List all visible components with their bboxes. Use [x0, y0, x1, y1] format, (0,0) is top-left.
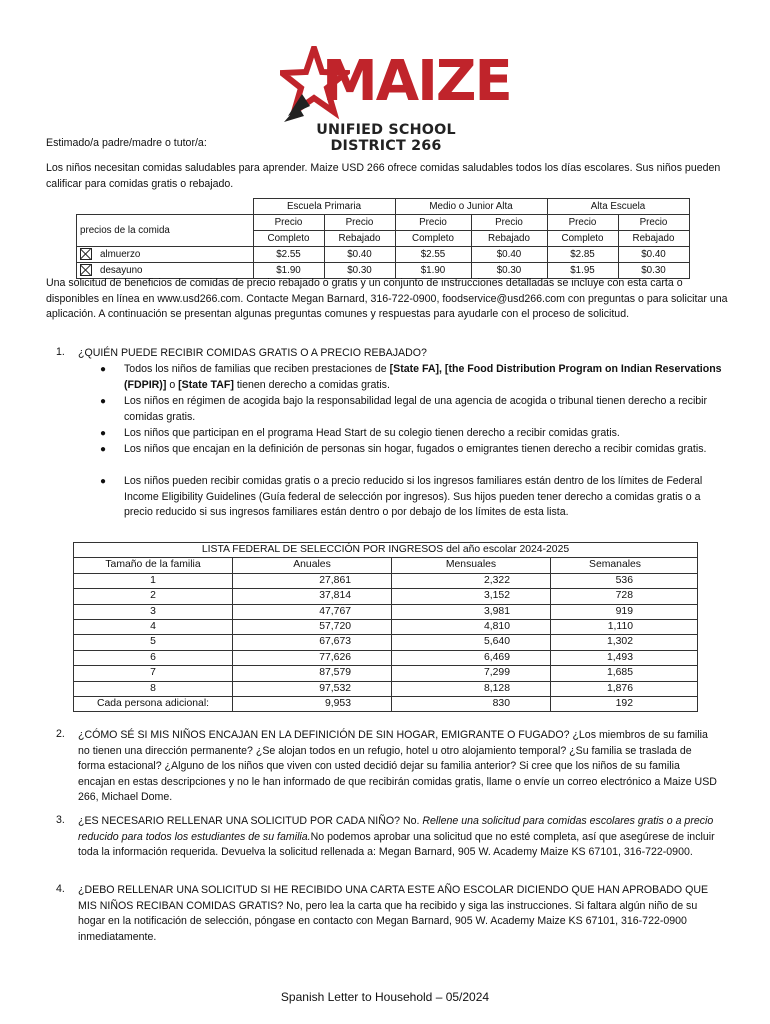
bullet-icon: ● [100, 444, 107, 455]
bullet-icon: ● [100, 364, 107, 375]
price-cell: $0.40 [471, 247, 547, 263]
bullet-item: Los niños que encajan en la definición de personas sin hogar, fugados o emigrantes tienen derecho a recibir comidas gratis. [124, 443, 707, 455]
meal-price-table [76, 198, 690, 279]
income-eligibility-table [73, 542, 698, 712]
col-header: Precio [253, 215, 324, 231]
col-header: Completo [547, 231, 618, 247]
greeting: Estimado/a padre/madre o tutor/a: [46, 137, 207, 149]
question-block: ¿ES NECESARIO RELLENAR UNA SOLICITUD POR CADA NIÑO? No. Rellene una solicitud para comidas escolares gratis o a precio reducido para todos los estudiantes de su familia.No podemos aprobar una solicitud que no esté completa, así que asegúrese de incluir toda la información requerida. Devuelva la solicitud rellenada a: Megan Barnard, 905 W. Academy Maize KS 67101, 316-722-0900. [78, 815, 715, 859]
school-header: Medio o Junior Alta [395, 199, 547, 215]
table-row: Cada persona adicional: 9,953 830 192 [74, 697, 698, 712]
bullet-icon: ● [100, 476, 107, 487]
question-title: ¿QUIÉN PUEDE RECIBIR COMIDAS GRATIS O A PRECIO REBAJADO? [78, 347, 427, 359]
price-row-lunch [77, 247, 690, 263]
income-header: Mensuales [392, 558, 551, 573]
application-note: Una solicitud de beneficios de comidas de precio rebajado o gratis y un conjunto de instrucciones detalladas se incluye con esta carta o disponibles en línea en www.usd266.com. Contacte Megan Barnard, 316-722-0900, foodservice@usd266.com con preguntas o para solicitar una aplicación. A continuación se presentan algunas preguntas comunes y respuestas para ayudarle con el proceso de solicitud. [46, 277, 728, 321]
price-cell: $2.55 [395, 247, 471, 263]
question-block [78, 728, 718, 806]
logo-word: MAIZE [322, 49, 511, 114]
price-cell: $1.95 [547, 263, 618, 279]
price-cell: $2.85 [547, 247, 618, 263]
price-cell: $0.30 [618, 263, 689, 279]
income-table-title: LISTA FEDERAL DE SELECCIÓN POR INGRESOS del año escolar 2024-2025 [74, 543, 698, 558]
question-title: ¿DEBO RELLENAR UNA SOLICITUD SI HE RECIBIDO UNA CARTA ESTE AÑO ESCOLAR DICIENDO QUE HAN APROBADO QUE MIS NIÑOS RECIBAN COMIDAS GRATIS? [78, 884, 709, 912]
bullet-icon: ● [100, 396, 107, 407]
bullet-item: Los niños que participan en el programa Head Start de su colegio tienen derecho a recibir comidas gratis. [124, 427, 620, 439]
col-header: Precio [618, 215, 689, 231]
table-row: 8 97,532 8,128 1,876 [74, 681, 698, 696]
intro-paragraph: Los niños necesitan comidas saludables para aprender. Maize USD 266 ofrece comidas saludables todos los días escolares. Sus niños pueden calificar para comidas gratis o rebajado. [46, 162, 721, 190]
income-header: Tamaño de la familia [74, 558, 233, 573]
school-header: Alta Escuela [547, 199, 689, 215]
table-row: 6 77,626 6,469 1,493 [74, 650, 698, 665]
checkbox-checked-icon[interactable] [80, 248, 92, 260]
col-header: Precio [471, 215, 547, 231]
price-cell: $0.40 [324, 247, 395, 263]
table-row: 7 87,579 7,299 1,685 [74, 666, 698, 681]
page-footer: Spanish Letter to Household – 05/2024 [280, 990, 490, 1004]
meal-label: almuerzo [100, 249, 141, 260]
table-row: 2 37,814 3,152 728 [74, 589, 698, 604]
col-header: Precio [547, 215, 618, 231]
question-block [78, 883, 718, 945]
table-row: 5 67,673 5,640 1,302 [74, 635, 698, 650]
col-header: Precio [395, 215, 471, 231]
col-header: Rebajado [618, 231, 689, 247]
col-header: Completo [253, 231, 324, 247]
question-italic: Rellene una solicitud para comidas escolares gratis o a precio reducido para todos los estudiantes de su familia. [78, 815, 714, 843]
question-number: 4. [56, 883, 65, 895]
col-header: Rebajado [471, 231, 547, 247]
school-header: Escuela Primaria [253, 199, 395, 215]
question-number: 2. [56, 728, 65, 740]
price-cell: $0.40 [618, 247, 689, 263]
col-header: Rebajado [324, 231, 395, 247]
table-row: 3 47,767 3,981 919 [74, 604, 698, 619]
price-cell: $1.90 [253, 263, 324, 279]
question-number: 1. [56, 346, 65, 358]
question-number: 3. [56, 814, 65, 826]
income-header: Anuales [233, 558, 392, 573]
question-title: ¿CÓMO SÉ SI MIS NIÑOS ENCAJAN EN LA DEFINICIÓN DE SIN HOGAR, EMIGRANTE O FUGADO? [78, 729, 570, 741]
maize-logo [278, 46, 511, 154]
price-cell: $0.30 [324, 263, 395, 279]
price-cell: $2.55 [253, 247, 324, 263]
price-table-corner [77, 199, 254, 215]
checkbox-checked-icon[interactable] [80, 264, 92, 276]
price-cell: $1.90 [395, 263, 471, 279]
bullet-item: Todos los niños de familias que reciben prestaciones de [State FA], [the Food Distribution Program on Indian Reservations (FDPIR)] o [State TAF] tienen derecho a comidas gratis. [124, 363, 722, 391]
price-row-label: precios de la comida [77, 215, 254, 247]
col-header: Precio [324, 215, 395, 231]
question-body: No podemos aprobar una solicitud que no esté completa, así que asegúrese de incluir toda la información requerida. Devuelva la solicitud rellenada a: Megan Barnard, 905 W. Academy Maize KS 67101, 316-722-0900. [78, 830, 715, 859]
question-body: ¿Los miembros de su familia no tienen una dirección permanente? ¿Se alojan todos en un refugio, hotel u otro alojamiento temporal? ¿Su familia se traslada de forma estacional? ¿Alguno de los niños que viven con usted decidió dejar su familia anterior? Si cree que los niños de su familia encajan en estas descripciones y no le han informado de que recibirán comidas gratis, llame o envíe un correo electrónico a Maize USD 266, Michael Dome. [78, 729, 717, 804]
meal-label: desayuno [100, 265, 143, 276]
col-header: Completo [395, 231, 471, 247]
bullet-item: Los niños pueden recibir comidas gratis o a precio reducido si los ingresos familiares están dentro de los límites de Federal Income Eligibility Guidelines (Guía federal de selección por ingresos). Sus hijos pueden tener derecho a comidas gratis o a precio reducido si sus ingresos familiares están dentro o por debajo de los límites de esta lista. [124, 475, 703, 519]
question-body: No, pero lea la carta que ha recibido y siga las instrucciones. Si faltara algún niño de su hogar en la notificación de selección, póngase en contacto con Megan Barnard, 905 W. Academy Maize KS 67101, 316-722-0900 inmediatamente. [78, 899, 698, 943]
table-row: 4 57,720 4,810 1,110 [74, 620, 698, 635]
income-header: Semanales [551, 558, 698, 573]
question-title: ¿ES NECESARIO RELLENAR UNA SOLICITUD POR CADA NIÑO? [78, 815, 401, 827]
table-row: 1 27,861 2,322 536 [74, 573, 698, 588]
bullet-icon: ● [100, 428, 107, 439]
bullet-item: Los niños en régimen de acogida bajo la responsabilidad legal de una agencia de acogida o tribunal tienen derecho a recibir comidas gratis. [124, 395, 708, 423]
logo-district: UNIFIED SCHOOL DISTRICT 266 [316, 122, 456, 154]
price-cell: $0.30 [471, 263, 547, 279]
